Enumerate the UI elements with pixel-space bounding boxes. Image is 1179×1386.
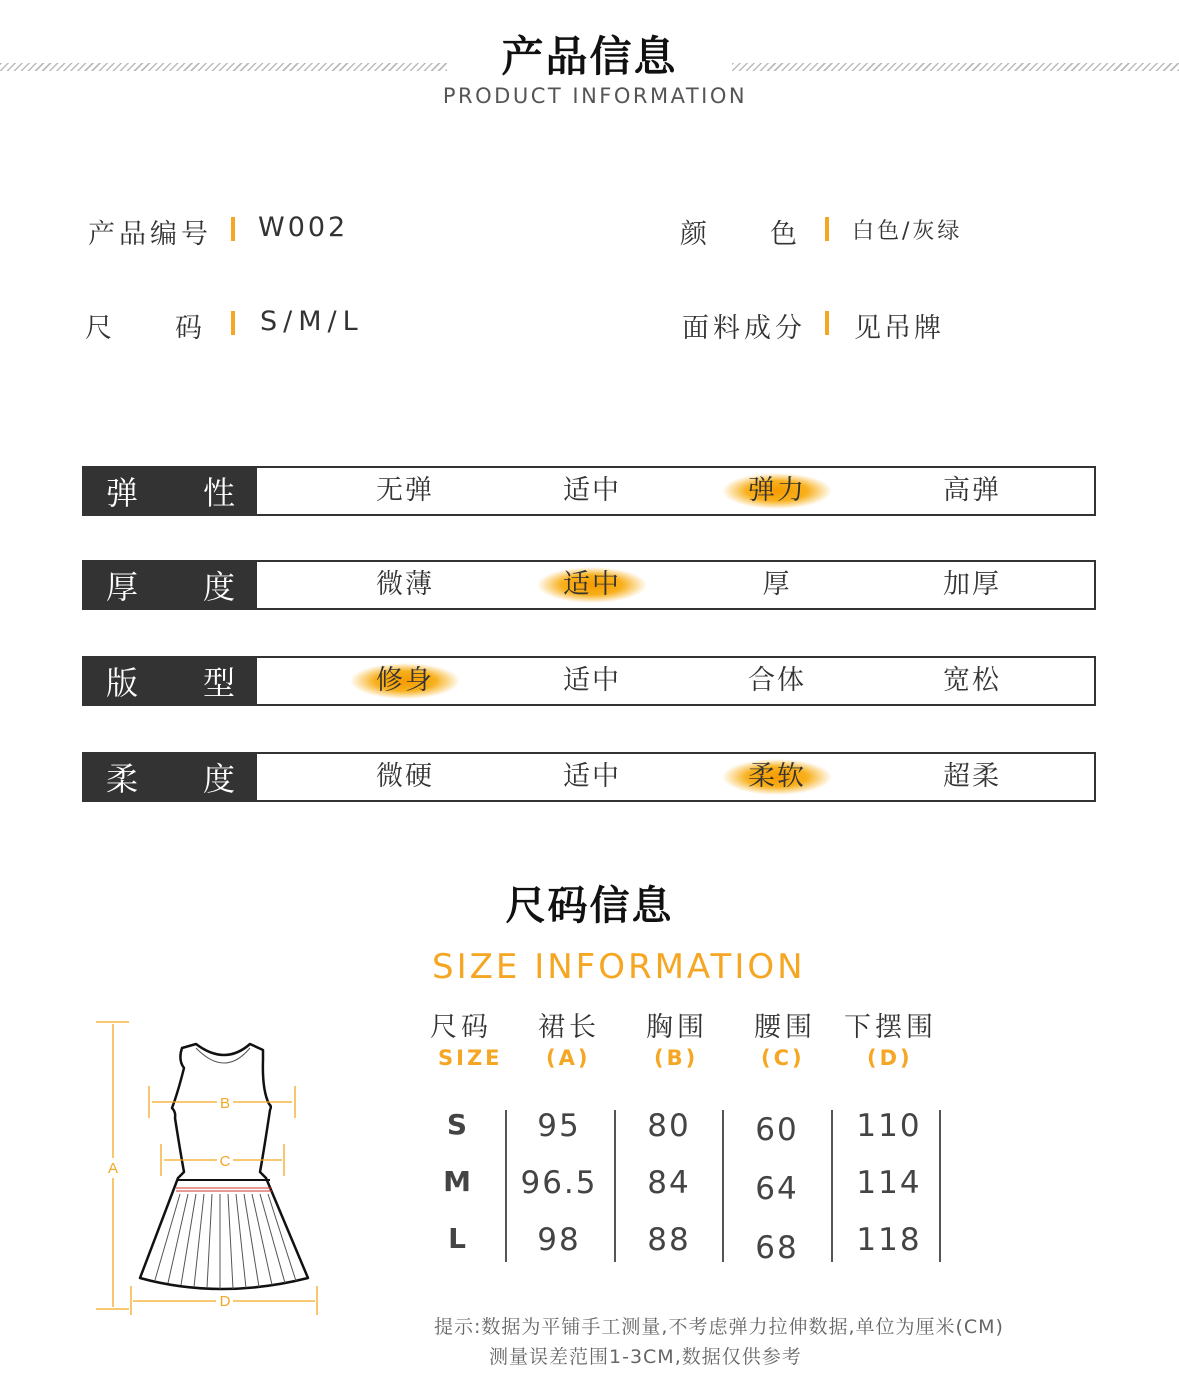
divider <box>939 1110 941 1262</box>
info-label-size: 尺 码 <box>85 313 205 344</box>
size-cell: 95 <box>537 1108 581 1144</box>
page-subtitle: PRODUCT INFORMATION <box>442 84 748 108</box>
size-cell: 88 <box>647 1222 691 1258</box>
separator <box>825 217 829 241</box>
attribute-label-char: 厚 <box>106 568 139 606</box>
attribute-label <box>84 468 257 514</box>
attribute-label-char: 度 <box>202 760 235 798</box>
attribute-option: 宽松 <box>943 665 1001 696</box>
size-cell: 118 <box>856 1222 922 1258</box>
attribute-label-char: 版 <box>106 664 139 702</box>
attribute-option: 加厚 <box>943 569 1001 600</box>
attribute-option: 高弹 <box>943 475 1001 506</box>
attribute-option-selected: 适中 <box>512 562 672 608</box>
col-size-en: SIZE <box>438 1046 503 1070</box>
attribute-option: 厚 <box>762 569 792 600</box>
size-title: 尺码信息 <box>505 883 674 929</box>
size-cell: 114 <box>856 1165 922 1201</box>
col-waist: 腰围 <box>754 1012 816 1043</box>
dress-diagram <box>80 1000 340 1320</box>
info-value-product-no: W002 <box>258 212 349 243</box>
size-row-label: M <box>443 1165 473 1198</box>
divider <box>614 1110 616 1262</box>
label-d: D <box>219 1293 231 1310</box>
size-cell: 98 <box>537 1222 581 1258</box>
col-chest: 胸围 <box>646 1012 708 1043</box>
attribute-scale-row <box>82 656 1096 706</box>
size-row-label: S <box>446 1108 470 1141</box>
size-note-line1: 提示:数据为平铺手工测量,不考虑弹力拉伸数据,单位为厘米(CM) <box>434 1316 1004 1338</box>
attribute-option: 合体 <box>748 665 806 696</box>
divider <box>831 1110 833 1262</box>
label-a: A <box>107 1160 119 1177</box>
attribute-label <box>84 658 257 704</box>
attribute-option: 微硬 <box>376 761 434 792</box>
size-subtitle: SIZE INFORMATION <box>432 947 806 987</box>
attribute-scale-row <box>82 560 1096 610</box>
attribute-option: 适中 <box>563 761 621 792</box>
size-cell: 110 <box>856 1108 922 1144</box>
size-cell: 68 <box>755 1230 799 1266</box>
label-b: B <box>219 1095 231 1112</box>
attribute-scale-row <box>82 752 1096 802</box>
attribute-option: 适中 <box>563 475 621 506</box>
col-length-en: (A) <box>546 1046 591 1070</box>
info-label-product-no: 产品编号 <box>88 219 212 250</box>
page-title: 产品信息 <box>501 32 678 81</box>
col-waist-en: (C) <box>761 1046 805 1070</box>
info-value-size: S/M/L <box>260 306 364 337</box>
attribute-label-char: 型 <box>202 664 235 702</box>
separator <box>231 311 235 335</box>
attribute-label <box>84 754 257 800</box>
info-value-fabric: 见吊牌 <box>854 313 944 344</box>
attribute-option: 无弹 <box>376 475 434 506</box>
size-cell: 60 <box>755 1112 799 1148</box>
col-hem: 下摆围 <box>844 1012 937 1043</box>
size-cell: 80 <box>647 1108 691 1144</box>
separator <box>231 217 235 241</box>
col-length: 裙长 <box>538 1012 600 1043</box>
attribute-label-char: 柔 <box>106 760 139 798</box>
attribute-label-char: 弹 <box>106 474 139 512</box>
attribute-option: 适中 <box>563 665 621 696</box>
col-chest-en: (B) <box>654 1046 699 1070</box>
attribute-label-char: 度 <box>202 568 235 606</box>
info-label-fabric: 面料成分 <box>682 313 806 344</box>
size-note-line2: 测量误差范围1-3CM,数据仅供参考 <box>489 1346 802 1368</box>
attribute-option: 超柔 <box>943 761 1001 792</box>
col-hem-en: (D) <box>867 1046 913 1070</box>
attribute-scale-row <box>82 466 1096 516</box>
info-value-color: 白色/灰绿 <box>852 219 963 244</box>
attribute-option-selected: 弹力 <box>697 468 857 514</box>
attribute-label <box>84 562 257 608</box>
attribute-option-selected: 修身 <box>325 658 485 704</box>
size-row-label: L <box>448 1222 468 1255</box>
separator <box>825 311 829 335</box>
info-label-color: 颜 色 <box>680 219 800 250</box>
size-cell: 96.5 <box>520 1165 598 1201</box>
attribute-option: 微薄 <box>376 569 434 600</box>
attribute-label-char: 性 <box>202 474 235 512</box>
label-c: C <box>219 1153 231 1170</box>
attribute-option-selected: 柔软 <box>697 754 857 800</box>
size-cell: 84 <box>647 1165 691 1201</box>
size-cell: 64 <box>755 1171 799 1207</box>
divider <box>722 1110 724 1262</box>
col-size: 尺码 <box>430 1012 492 1043</box>
